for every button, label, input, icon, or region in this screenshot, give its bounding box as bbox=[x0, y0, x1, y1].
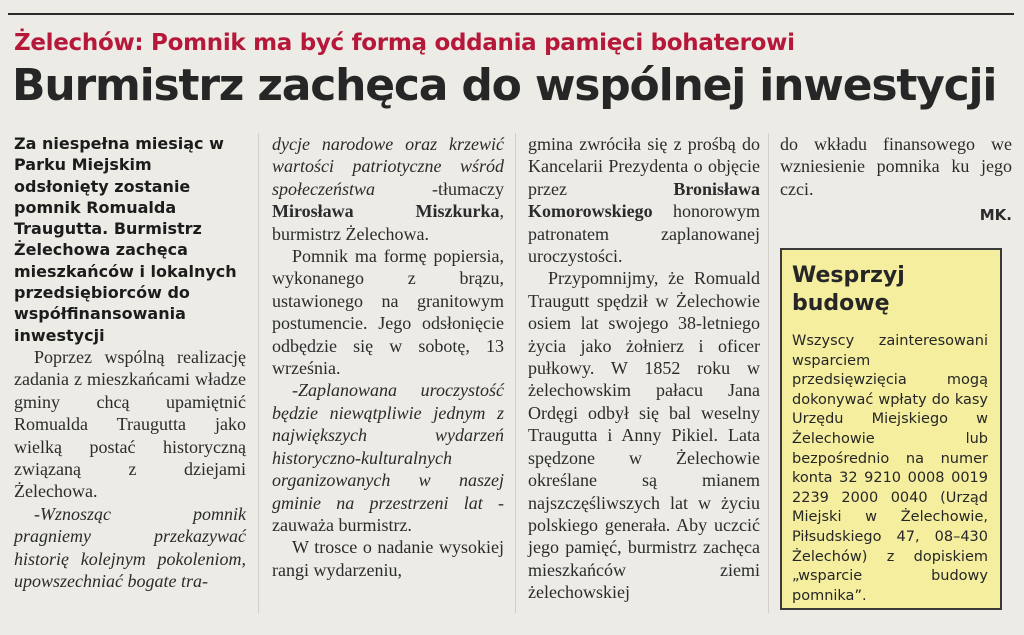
column-divider bbox=[258, 133, 259, 613]
paragraph bbox=[528, 133, 760, 267]
paragraph: do wkładu finansowego we wzniesienie pomnika ku jego czci. bbox=[780, 134, 1012, 199]
column-divider bbox=[768, 133, 769, 613]
quote-text: dycje narodowe oraz krzewić wartości patriotyczne wśród społeczeństwa bbox=[272, 134, 504, 199]
article-column-3 bbox=[528, 133, 760, 604]
support-box-body: Wszyscy zainteresowani wsparciem przedsięwzięcia mogą dokonywać wpłaty do kasy Urzędu Miejskiego w Żelechowie lub bezpośrednio na numer konta 32 9210 0008 0019 2239 2000 0040 (Urząd Miejski w Żelechowie, Piłsudskiego 47, 08–430 Żelechów) z dopiskiem „wsparcie budowy pomnika”. bbox=[792, 333, 988, 604]
person-name: Mirosława Miszkurka bbox=[272, 201, 500, 222]
paragraph: Pomnik ma formę popiersia, wykonanego z brązu, ustawionego na granitowym postumencie. Jego odsłonięcie odbędzie się w sobotę, 13 września. bbox=[272, 246, 504, 379]
quote-text: -Zaplanowana uroczystość będzie niewątpliwie jednym z największych wydarzeń historyczno-kulturalnych organizowanych w naszej gminie na przestrzeni lat bbox=[272, 380, 504, 513]
text-run: , burmistrz Żelechowa. bbox=[272, 201, 504, 244]
support-box-title: Wesprzyj budowę bbox=[792, 263, 905, 316]
person-name: Bronisława Komorowskiego bbox=[528, 178, 760, 222]
text-run: honorowym patronatem zaplanowanej uroczystości. bbox=[528, 201, 760, 267]
text-run: gmina zwróciła się z prośbą do Kancelarii Prezydenta o objęcie przez bbox=[528, 134, 760, 199]
paragraph-quote bbox=[14, 503, 246, 593]
paragraph bbox=[272, 379, 504, 536]
article-headline: Burmistrz zachęca do wspólnej inwestycji bbox=[12, 60, 997, 111]
article-column-2 bbox=[272, 133, 504, 581]
column-divider bbox=[515, 133, 516, 613]
quote-text: -Wznosząc pomnik pragniemy przekazywać historię kolejnym pokoleniom, upowszechniać bogate tra- bbox=[14, 503, 246, 592]
author-signature: MK. bbox=[979, 206, 1012, 225]
article-column-1 bbox=[14, 133, 246, 592]
paragraph bbox=[272, 133, 504, 245]
paragraph: Poprzez wspólną realizację zadania z mieszkańcami władze gminy chcą upamiętnić Romualda Traugutta jako wielką postać historyczną związaną z dziejami Żelechowa. bbox=[14, 346, 246, 502]
paragraph: Przypomnijmy, że Romuald Traugutt spędził w Żelechowie osiem lat swojego 38-letniego życia jako żołnierz i oficer pułkowy. W 1852 roku w żelechowskim pałacu Jana Ordęgi odbył się bal weselny Traugutta i Anny Pikiel. Lata spędzone w Żelechowie określane są mianem najszczęśliwszych lat w życiu polskiego generała. Aby uczcić jego pamięć, burmistrz zachęca mieszkańców ziemi żelechowskiej bbox=[528, 268, 760, 603]
article-kicker: Żelechów: Pomnik ma być formą oddania pamięci bohaterowi bbox=[14, 30, 795, 56]
support-box bbox=[780, 248, 1002, 610]
paragraph: W trosce o nadanie wysokiej rangi wydarzeniu, bbox=[272, 537, 504, 580]
article-column-4 bbox=[780, 133, 1012, 227]
text-run: -zauważa burmistrz. bbox=[272, 492, 504, 535]
article-lead: Za niespełna miesiąc w Parku Miejskim odsłonięty zostanie pomnik Romualda Traugutta. Burmistrz Żelechowa zachęca mieszkańców i lokalnych przedsiębiorców do współfinansowania inwestycji bbox=[14, 134, 237, 345]
top-rule bbox=[8, 13, 1014, 15]
text-run: -tłumaczy bbox=[375, 178, 504, 199]
